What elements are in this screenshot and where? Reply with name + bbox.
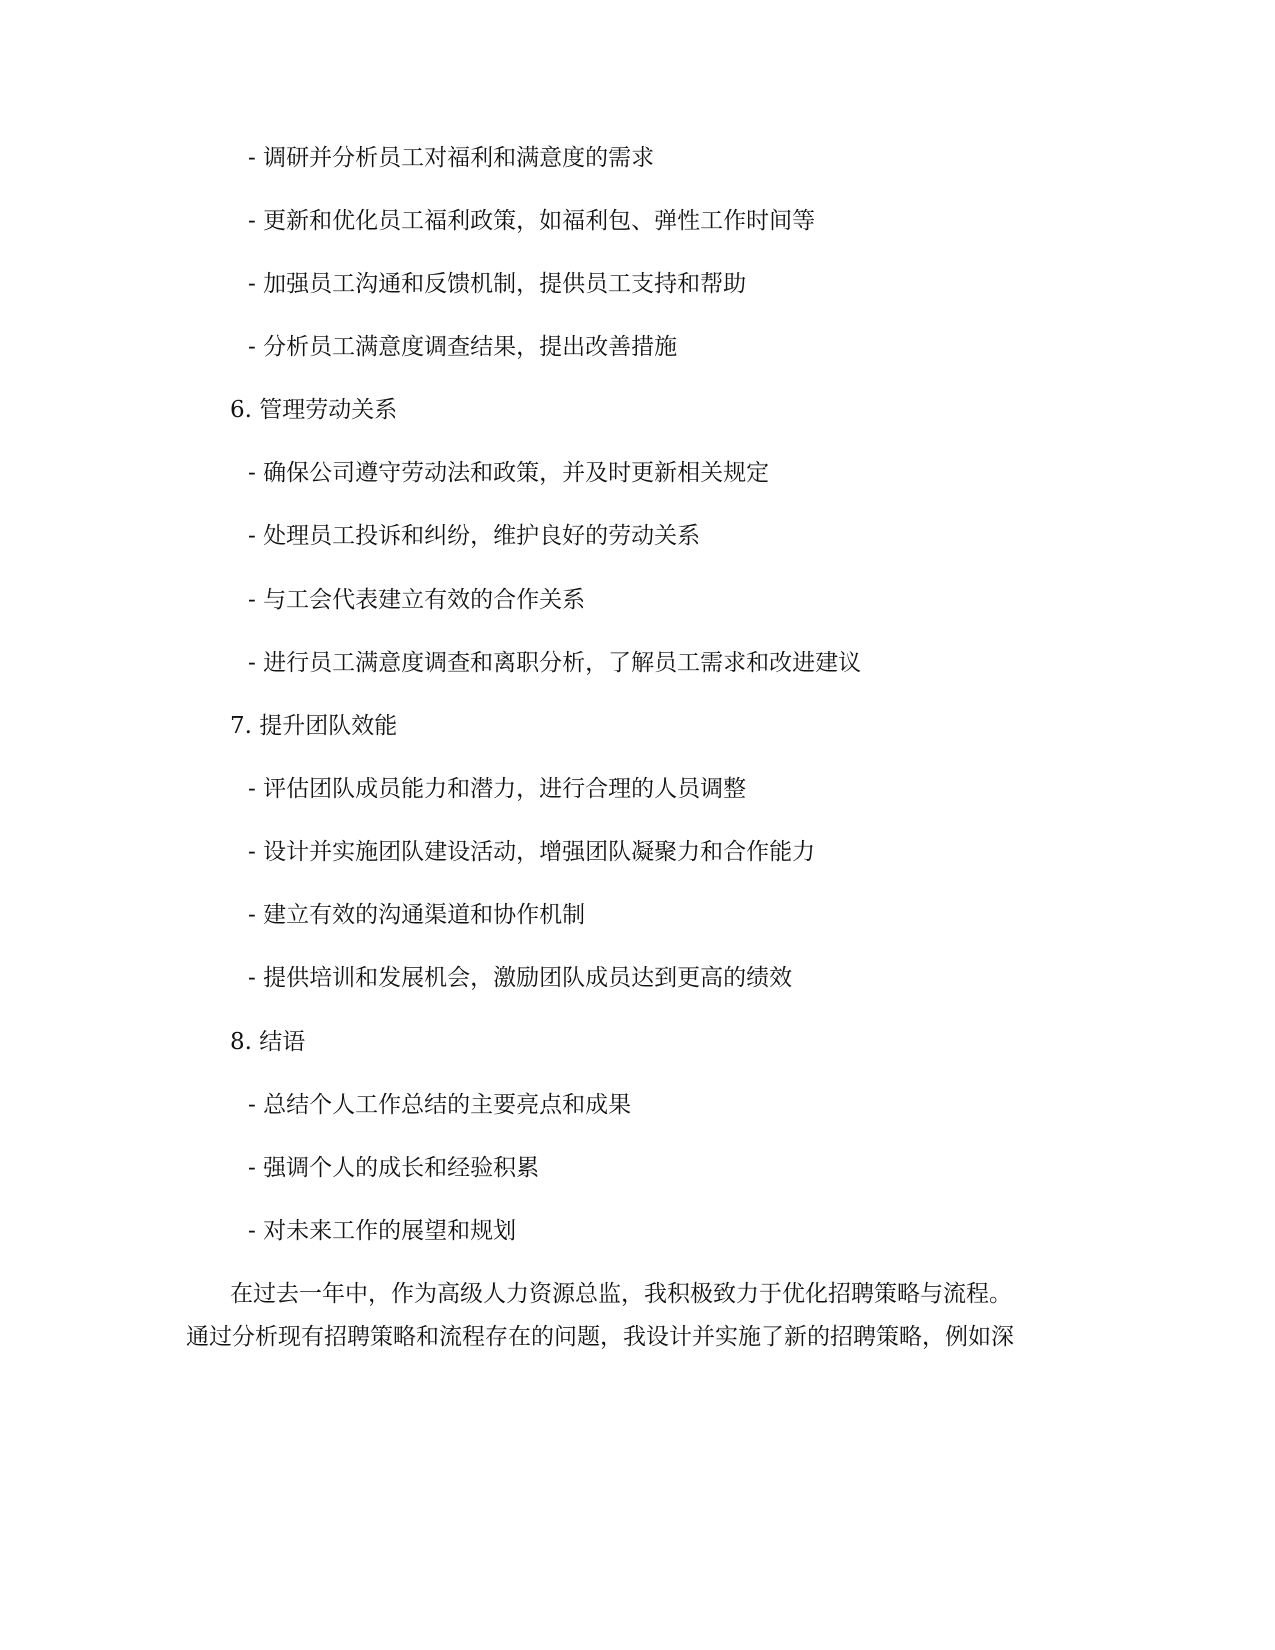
list-item: - 进行员工满意度调查和离职分析，了解员工需求和改进建议 bbox=[248, 650, 862, 676]
list-item: - 更新和优化员工福利政策，如福利包、弹性工作时间等 bbox=[248, 208, 816, 234]
paragraph-line: 在过去一年中，作为高级人力资源总监，我积极致力于优化招聘策略与流程。 bbox=[230, 1281, 1012, 1307]
list-item: - 建立有效的沟通渠道和协作机制 bbox=[248, 902, 586, 928]
list-item: - 确保公司遵守劳动法和政策，并及时更新相关规定 bbox=[248, 460, 770, 486]
section-heading: 6. 管理劳动关系 bbox=[230, 397, 398, 423]
list-item: - 处理员工投诉和纠纷，维护良好的劳动关系 bbox=[248, 523, 701, 549]
list-item: - 总结个人工作总结的主要亮点和成果 bbox=[248, 1092, 632, 1118]
list-item: - 提供培训和发展机会，激励团队成员达到更高的绩效 bbox=[248, 965, 793, 991]
section-heading: 8. 结语 bbox=[230, 1029, 306, 1055]
list-item: - 评估团队成员能力和潜力，进行合理的人员调整 bbox=[248, 776, 747, 802]
list-item: - 与工会代表建立有效的合作关系 bbox=[248, 587, 586, 613]
list-item: - 对未来工作的展望和规划 bbox=[248, 1218, 517, 1244]
paragraph-line: 通过分析现有招聘策略和流程存在的问题，我设计并实施了新的招聘策略，例如深 bbox=[186, 1324, 1014, 1350]
section-heading: 7. 提升团队效能 bbox=[230, 713, 398, 739]
list-item: - 设计并实施团队建设活动，增强团队凝聚力和合作能力 bbox=[248, 839, 816, 865]
list-item: - 强调个人的成长和经验积累 bbox=[248, 1155, 540, 1181]
list-item: - 调研并分析员工对福利和满意度的需求 bbox=[248, 145, 655, 171]
list-item: - 加强员工沟通和反馈机制，提供员工支持和帮助 bbox=[248, 271, 747, 297]
list-item: - 分析员工满意度调查结果，提出改善措施 bbox=[248, 334, 678, 360]
